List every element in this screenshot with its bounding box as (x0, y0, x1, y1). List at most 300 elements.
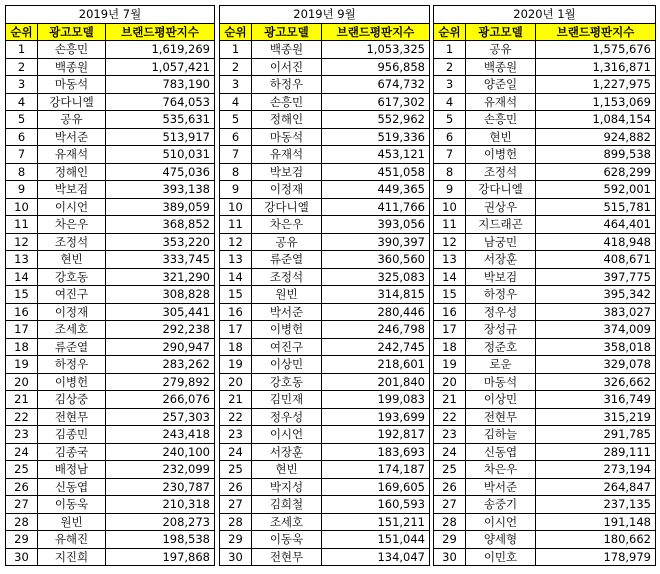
table-row (434, 531, 656, 549)
table-row (6, 408, 215, 426)
table-row (220, 41, 430, 59)
rank-cell: 14 (6, 268, 38, 286)
score-cell: 305,441 (106, 303, 215, 321)
rank-cell: 26 (220, 478, 252, 496)
table-row (6, 303, 215, 321)
score-cell: 316,749 (536, 391, 656, 409)
ranking-table (5, 5, 215, 566)
score-cell: 451,058 (322, 163, 430, 181)
rank-cell: 21 (6, 391, 38, 409)
rank-cell: 10 (220, 198, 252, 216)
model-cell: 전현무 (38, 408, 106, 426)
model-cell: 박보검 (38, 181, 106, 199)
score-cell: 264,847 (536, 478, 656, 496)
model-cell: 원빈 (38, 513, 106, 531)
score-cell: 510,031 (106, 146, 215, 164)
model-cell: 손흥민 (466, 111, 536, 129)
table-row (434, 496, 656, 514)
model-cell: 손흥민 (252, 93, 322, 111)
model-cell: 마동석 (252, 128, 322, 146)
model-cell: 지진희 (38, 548, 106, 566)
table-row (220, 163, 430, 181)
model-cell: 전현무 (466, 408, 536, 426)
score-cell: 199,083 (322, 391, 430, 409)
table-row (220, 181, 430, 199)
score-cell: 674,732 (322, 76, 430, 94)
score-cell: 899,538 (536, 146, 656, 164)
table-row (220, 58, 430, 76)
table-row (434, 76, 656, 94)
model-cell: 원빈 (252, 286, 322, 304)
table-row (434, 216, 656, 234)
model-cell: 이병헌 (38, 373, 106, 391)
table-row (434, 443, 656, 461)
model-cell: 이시언 (466, 513, 536, 531)
model-cell: 서장훈 (466, 251, 536, 269)
model-cell: 신동엽 (38, 478, 106, 496)
score-cell: 329,078 (536, 356, 656, 374)
model-cell: 정준호 (466, 338, 536, 356)
score-cell: 180,662 (536, 531, 656, 549)
score-cell: 292,238 (106, 321, 215, 339)
score-column-header: 브랜드평판지수 (322, 23, 430, 41)
score-cell: 353,220 (106, 233, 215, 251)
score-cell: 418,948 (536, 233, 656, 251)
model-cell: 조세호 (252, 513, 322, 531)
score-cell: 393,138 (106, 181, 215, 199)
score-cell: 232,099 (106, 461, 215, 479)
score-cell: 374,009 (536, 321, 656, 339)
rank-cell: 20 (434, 373, 466, 391)
rank-cell: 22 (434, 408, 466, 426)
model-cell: 류준열 (252, 251, 322, 269)
table-row (6, 128, 215, 146)
rank-cell: 28 (220, 513, 252, 531)
table-row (434, 93, 656, 111)
rank-cell: 19 (434, 356, 466, 374)
table-row (220, 461, 430, 479)
model-cell: 유재석 (466, 93, 536, 111)
rank-cell: 10 (6, 198, 38, 216)
table-row (434, 181, 656, 199)
score-cell: 191,148 (536, 513, 656, 531)
score-cell: 617,302 (322, 93, 430, 111)
score-cell: 397,775 (536, 268, 656, 286)
table-row (6, 181, 215, 199)
score-cell: 390,397 (322, 233, 430, 251)
rank-cell: 11 (6, 216, 38, 234)
table-row (6, 198, 215, 216)
score-cell: 198,538 (106, 531, 215, 549)
model-cell: 현빈 (466, 128, 536, 146)
score-cell: 230,787 (106, 478, 215, 496)
rank-cell: 15 (6, 286, 38, 304)
table-row (6, 338, 215, 356)
rank-cell: 14 (434, 268, 466, 286)
model-cell: 김종민 (38, 426, 106, 444)
score-cell: 169,605 (322, 478, 430, 496)
rank-cell: 28 (6, 513, 38, 531)
rank-cell: 29 (6, 531, 38, 549)
model-cell: 강다니엘 (252, 198, 322, 216)
table-row (220, 513, 430, 531)
model-cell: 강다니엘 (38, 93, 106, 111)
rank-cell: 18 (6, 338, 38, 356)
model-cell: 이정재 (38, 303, 106, 321)
rank-cell: 26 (434, 478, 466, 496)
table-row (220, 303, 430, 321)
score-cell: 592,001 (536, 181, 656, 199)
score-cell: 151,044 (322, 531, 430, 549)
score-cell: 535,631 (106, 111, 215, 129)
score-cell: 257,303 (106, 408, 215, 426)
rank-cell: 17 (434, 321, 466, 339)
rank-column-header: 순위 (220, 23, 252, 41)
score-cell: 178,979 (536, 548, 656, 566)
score-cell: 1,227,975 (536, 76, 656, 94)
model-cell: 조세호 (38, 321, 106, 339)
score-cell: 314,815 (322, 286, 430, 304)
score-cell: 290,947 (106, 338, 215, 356)
table-row (220, 198, 430, 216)
rank-cell: 18 (434, 338, 466, 356)
rank-cell: 9 (6, 181, 38, 199)
table-row (220, 146, 430, 164)
model-cell: 정우성 (252, 408, 322, 426)
rank-cell: 3 (6, 76, 38, 94)
table-row (6, 233, 215, 251)
model-cell: 차은우 (38, 216, 106, 234)
score-cell: 411,766 (322, 198, 430, 216)
table-row (6, 58, 215, 76)
model-cell: 현빈 (38, 251, 106, 269)
table-row (6, 513, 215, 531)
rank-cell: 19 (6, 356, 38, 374)
model-cell: 김종국 (38, 443, 106, 461)
model-cell: 김민재 (252, 391, 322, 409)
rank-cell: 13 (220, 251, 252, 269)
rank-cell: 26 (6, 478, 38, 496)
rank-cell: 21 (220, 391, 252, 409)
table-row (434, 548, 656, 566)
score-cell: 475,036 (106, 163, 215, 181)
score-cell: 395,342 (536, 286, 656, 304)
score-cell: 783,190 (106, 76, 215, 94)
score-cell: 237,135 (536, 496, 656, 514)
model-cell: 양준일 (466, 76, 536, 94)
table-row (220, 478, 430, 496)
rank-cell: 2 (6, 58, 38, 76)
rank-cell: 12 (220, 233, 252, 251)
model-cell: 정해인 (252, 111, 322, 129)
score-cell: 764,053 (106, 93, 215, 111)
model-cell: 백종원 (252, 41, 322, 59)
model-cell: 로운 (466, 356, 536, 374)
rank-cell: 16 (434, 303, 466, 321)
score-cell: 242,745 (322, 338, 430, 356)
table-row (6, 76, 215, 94)
score-cell: 273,194 (536, 461, 656, 479)
table-row (220, 391, 430, 409)
model-cell: 권상우 (466, 198, 536, 216)
table-row (434, 163, 656, 181)
rank-cell: 5 (6, 111, 38, 129)
rank-cell: 21 (434, 391, 466, 409)
rank-cell: 22 (6, 408, 38, 426)
score-cell: 383,027 (536, 303, 656, 321)
model-cell: 현빈 (252, 461, 322, 479)
table-row (434, 461, 656, 479)
table-row (220, 548, 430, 566)
score-cell: 1,084,154 (536, 111, 656, 129)
table-row (220, 408, 430, 426)
score-cell: 151,211 (322, 513, 430, 531)
model-cell: 하정우 (466, 286, 536, 304)
model-cell: 이동욱 (252, 531, 322, 549)
table-row (6, 286, 215, 304)
score-cell: 358,018 (536, 338, 656, 356)
model-cell: 백종원 (38, 58, 106, 76)
table-row (434, 338, 656, 356)
model-cell: 이동욱 (38, 496, 106, 514)
model-cell: 정우성 (466, 303, 536, 321)
rank-cell: 8 (220, 163, 252, 181)
table-row (6, 321, 215, 339)
table-row (6, 251, 215, 269)
model-cell: 장성규 (466, 321, 536, 339)
table-row (220, 321, 430, 339)
model-cell: 전현무 (252, 548, 322, 566)
table-row (6, 426, 215, 444)
model-cell: 손흥민 (38, 41, 106, 59)
model-cell: 박보검 (252, 163, 322, 181)
score-cell: 1,575,676 (536, 41, 656, 59)
score-cell: 449,365 (322, 181, 430, 199)
table-row (6, 461, 215, 479)
rank-cell: 27 (434, 496, 466, 514)
model-column-header: 광고모델 (252, 23, 322, 41)
table-row (434, 373, 656, 391)
rank-cell: 22 (220, 408, 252, 426)
model-cell: 이정재 (252, 181, 322, 199)
table-row (434, 233, 656, 251)
rank-cell: 23 (434, 426, 466, 444)
table-row (220, 233, 430, 251)
table-row (220, 356, 430, 374)
rank-cell: 20 (6, 373, 38, 391)
score-cell: 279,892 (106, 373, 215, 391)
model-cell: 하정우 (38, 356, 106, 374)
model-cell: 이병헌 (252, 321, 322, 339)
score-cell: 134,047 (322, 548, 430, 566)
score-cell: 201,840 (322, 373, 430, 391)
table-row (6, 548, 215, 566)
model-cell: 이병헌 (466, 146, 536, 164)
score-cell: 321,290 (106, 268, 215, 286)
score-cell: 513,917 (106, 128, 215, 146)
score-cell: 464,401 (536, 216, 656, 234)
rank-cell: 24 (6, 443, 38, 461)
rank-column-header: 순위 (6, 23, 38, 41)
model-cell: 이민호 (466, 548, 536, 566)
table-row (220, 251, 430, 269)
rank-cell: 4 (434, 93, 466, 111)
rank-cell: 4 (220, 93, 252, 111)
table-row (434, 251, 656, 269)
table-row (220, 268, 430, 286)
model-cell: 이서진 (252, 58, 322, 76)
score-cell: 1,057,421 (106, 58, 215, 76)
score-cell: 515,781 (536, 198, 656, 216)
model-cell: 정해인 (38, 163, 106, 181)
period-header: 2019년 7월 (6, 6, 215, 24)
model-cell: 이시언 (252, 426, 322, 444)
table-row (220, 496, 430, 514)
rank-cell: 16 (6, 303, 38, 321)
score-cell: 240,100 (106, 443, 215, 461)
table-row (220, 93, 430, 111)
model-cell: 유재석 (38, 146, 106, 164)
rank-cell: 28 (434, 513, 466, 531)
table-row (220, 426, 430, 444)
score-cell: 1,316,871 (536, 58, 656, 76)
score-cell: 360,560 (322, 251, 430, 269)
table-row (6, 216, 215, 234)
model-cell: 김하늘 (466, 426, 536, 444)
model-cell: 류준열 (38, 338, 106, 356)
score-column-header: 브랜드평판지수 (536, 23, 656, 41)
model-cell: 박보검 (466, 268, 536, 286)
table-row (434, 128, 656, 146)
rank-cell: 18 (220, 338, 252, 356)
model-cell: 이시언 (38, 198, 106, 216)
rank-cell: 25 (434, 461, 466, 479)
score-cell: 246,798 (322, 321, 430, 339)
score-cell: 393,056 (322, 216, 430, 234)
model-cell: 양세형 (466, 531, 536, 549)
model-cell: 박서준 (466, 478, 536, 496)
model-column-header: 광고모델 (466, 23, 536, 41)
rank-cell: 2 (434, 58, 466, 76)
table-row (220, 338, 430, 356)
model-cell: 유해진 (38, 531, 106, 549)
score-cell: 552,962 (322, 111, 430, 129)
rank-cell: 29 (434, 531, 466, 549)
score-cell: 160,593 (322, 496, 430, 514)
rank-cell: 1 (6, 41, 38, 59)
table-row (6, 163, 215, 181)
table-row (434, 286, 656, 304)
score-cell: 210,318 (106, 496, 215, 514)
table-row (220, 531, 430, 549)
rank-cell: 2 (220, 58, 252, 76)
rank-cell: 23 (220, 426, 252, 444)
score-cell: 1,619,269 (106, 41, 215, 59)
rank-cell: 1 (220, 41, 252, 59)
model-cell: 공유 (466, 41, 536, 59)
model-cell: 강호동 (252, 373, 322, 391)
model-cell: 박지성 (252, 478, 322, 496)
rank-cell: 10 (434, 198, 466, 216)
model-cell: 김상중 (38, 391, 106, 409)
rank-cell: 15 (434, 286, 466, 304)
model-cell: 김희철 (252, 496, 322, 514)
table-row (6, 111, 215, 129)
rank-cell: 8 (6, 163, 38, 181)
rank-cell: 27 (220, 496, 252, 514)
rank-cell: 9 (220, 181, 252, 199)
score-cell: 408,671 (536, 251, 656, 269)
table-row (6, 496, 215, 514)
model-cell: 백종원 (466, 58, 536, 76)
table-row (220, 128, 430, 146)
score-cell: 266,076 (106, 391, 215, 409)
rank-cell: 16 (220, 303, 252, 321)
model-cell: 신동엽 (466, 443, 536, 461)
rank-cell: 20 (220, 373, 252, 391)
table-row (6, 391, 215, 409)
table-row (220, 443, 430, 461)
rank-cell: 17 (6, 321, 38, 339)
table-row (220, 216, 430, 234)
table-row (434, 426, 656, 444)
table-row (434, 198, 656, 216)
table-row (6, 356, 215, 374)
table-row (220, 286, 430, 304)
rank-cell: 6 (434, 128, 466, 146)
table-row (434, 41, 656, 59)
score-cell: 197,868 (106, 548, 215, 566)
table-row (6, 41, 215, 59)
period-header: 2020년 1월 (434, 6, 656, 24)
table-row (434, 391, 656, 409)
table-row (6, 268, 215, 286)
table-row (434, 303, 656, 321)
table-row (434, 321, 656, 339)
model-cell: 차은우 (466, 461, 536, 479)
table-row (434, 478, 656, 496)
rank-cell: 11 (220, 216, 252, 234)
rank-cell: 8 (434, 163, 466, 181)
score-cell: 315,219 (536, 408, 656, 426)
model-cell: 조정석 (466, 163, 536, 181)
rank-cell: 30 (220, 548, 252, 566)
score-cell: 243,418 (106, 426, 215, 444)
table-row (6, 531, 215, 549)
rank-cell: 9 (434, 181, 466, 199)
rank-cell: 19 (220, 356, 252, 374)
score-cell: 280,446 (322, 303, 430, 321)
score-cell: 628,299 (536, 163, 656, 181)
table-row (220, 111, 430, 129)
score-cell: 308,828 (106, 286, 215, 304)
table-row (434, 408, 656, 426)
model-cell: 이상민 (466, 391, 536, 409)
table-row (6, 443, 215, 461)
rank-cell: 12 (434, 233, 466, 251)
score-cell: 326,662 (536, 373, 656, 391)
score-cell: 289,111 (536, 443, 656, 461)
score-cell: 291,785 (536, 426, 656, 444)
table-row (434, 356, 656, 374)
model-cell: 남궁민 (466, 233, 536, 251)
model-cell: 여진구 (38, 286, 106, 304)
score-cell: 1,053,325 (322, 41, 430, 59)
table-row (220, 373, 430, 391)
score-cell: 218,601 (322, 356, 430, 374)
score-cell: 453,121 (322, 146, 430, 164)
rank-cell: 25 (6, 461, 38, 479)
